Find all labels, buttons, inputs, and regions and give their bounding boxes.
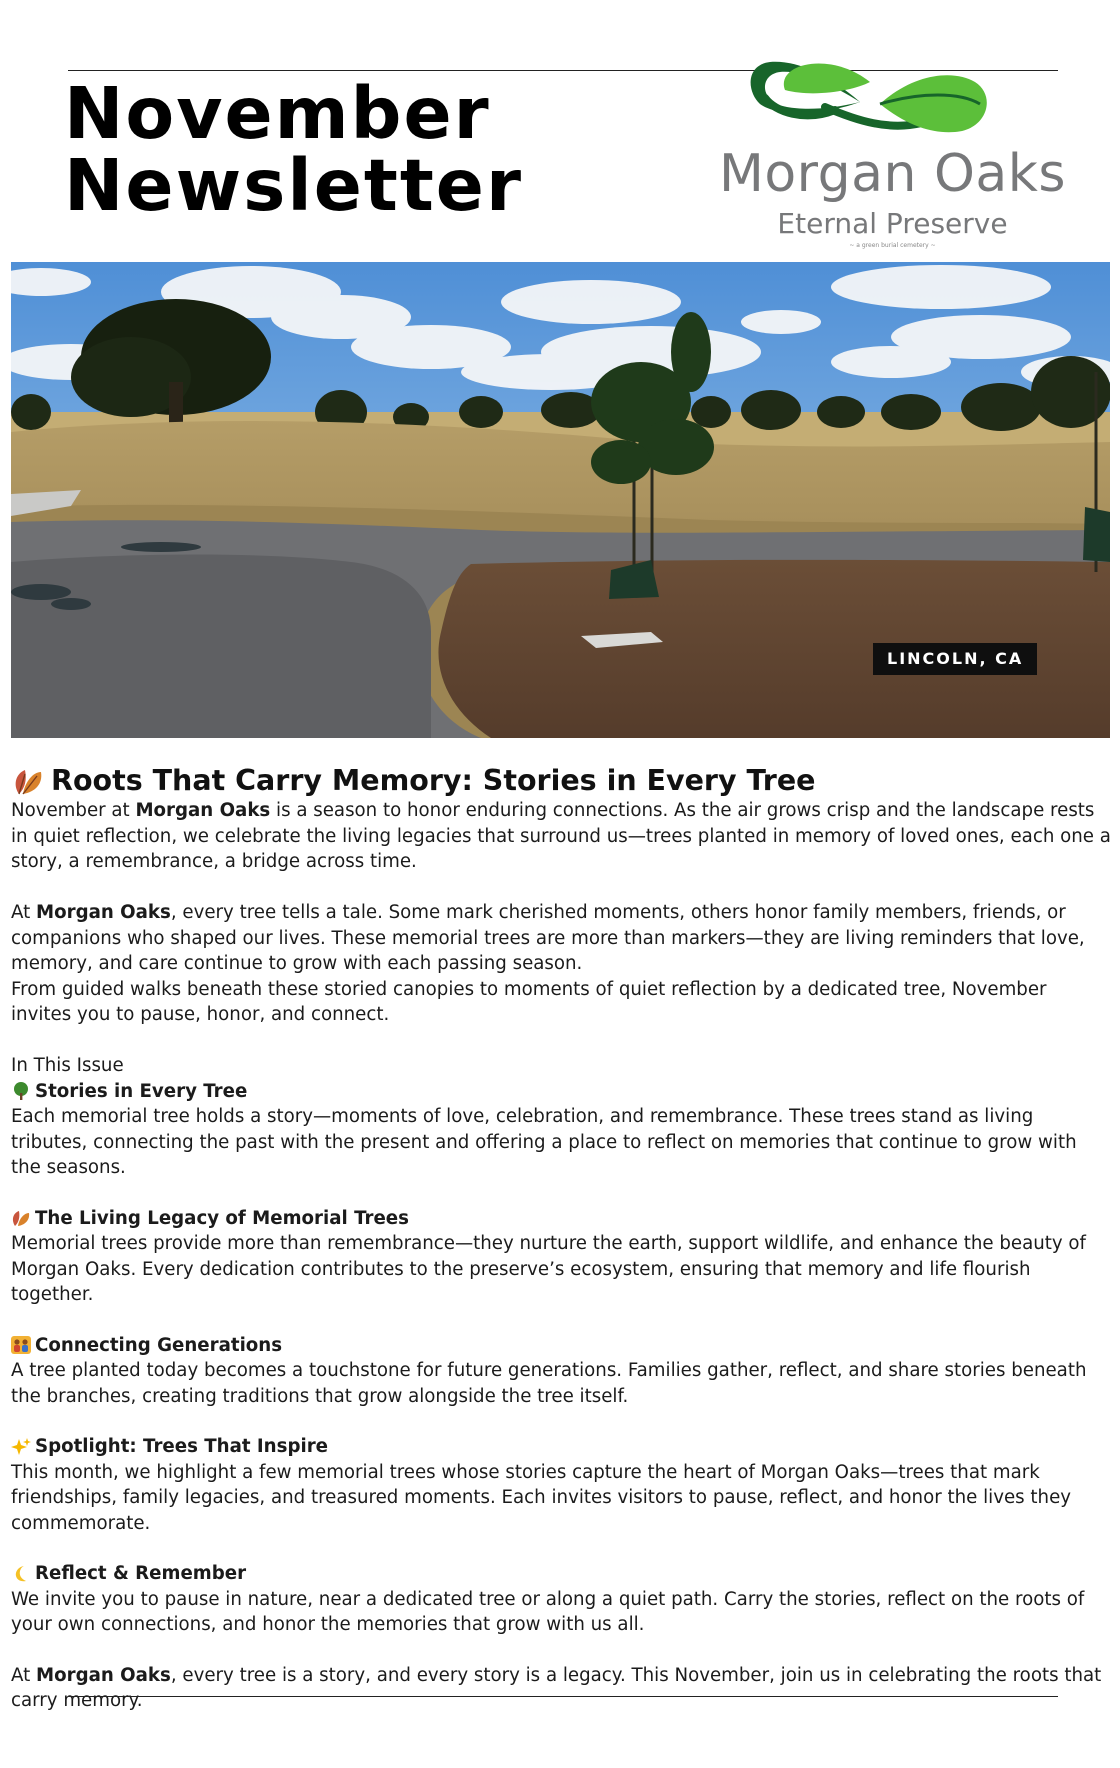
section-body: We invite you to pause in nature, near a dedicated tree or along a quiet path. Carry the stories, reflect on the roots of your own connections, and honor the memories that grow with us all. xyxy=(11,1588,1085,1635)
section-connecting-generations xyxy=(11,1333,1111,1410)
closing-paragraph xyxy=(11,1663,1111,1714)
logo-tagline: ~ a green burial cemetery ~ xyxy=(849,242,936,249)
bottom-rule xyxy=(68,1696,1058,1697)
crescent-moon-icon xyxy=(11,1564,31,1584)
infinity-leaf-logo-icon xyxy=(715,52,1070,152)
closing-pre: At xyxy=(11,1664,37,1686)
article-headline xyxy=(11,762,1111,800)
section-body: Each memorial tree holds a story—moments of love, celebration, and remembrance. These trees stand as living tributes, connecting the past with the present and offering a place to reflect on memories that continue to grow with the seasons. xyxy=(11,1106,1077,1178)
section-title: Spotlight: Trees That Inspire xyxy=(35,1436,328,1457)
section-living-legacy xyxy=(11,1206,1111,1308)
family-icon xyxy=(11,1335,31,1355)
intro-post: is a season to honor enduring connections. As the air grows crisp and the landscape rests in quiet reflection, we celebrate the living legacies that surround us—trees planted in memory of loved ones, each one a story, a remembrance, a bridge across time. xyxy=(11,800,1111,872)
autumn-leaves-icon xyxy=(11,764,45,798)
section-title: Reflect & Remember xyxy=(35,1563,247,1584)
location-badge: LINCOLN, CA xyxy=(873,643,1037,675)
paragraph-2 xyxy=(11,900,1111,977)
title-line-1: November xyxy=(64,72,491,155)
intro-bold: Morgan Oaks xyxy=(135,800,271,821)
morgan-oaks-logo xyxy=(715,52,1070,257)
closing-post: , every tree is a story, and every story is a legacy. This November, join us in celebrating the roots that carry memory. xyxy=(11,1664,1102,1711)
landscape-photo xyxy=(11,262,1110,738)
section-body: A tree planted today becomes a touchstone for future generations. Families gather, reflect, and share stories beneath the branches, creating traditions that grow alongside the tree itself. xyxy=(11,1360,1087,1407)
section-spotlight xyxy=(11,1434,1111,1536)
deciduous-tree-icon xyxy=(11,1081,31,1101)
closing-bold: Morgan Oaks xyxy=(36,1664,171,1686)
para2-bold: Morgan Oaks xyxy=(36,902,171,923)
article xyxy=(11,762,1111,1714)
page-title xyxy=(64,72,523,227)
in-this-issue-label: In This Issue xyxy=(11,1055,124,1076)
headline-text: Roots That Carry Memory: Stories in Every Tree xyxy=(51,764,816,797)
section-reflect xyxy=(11,1561,1111,1638)
logo-subtitle: Eternal Preserve xyxy=(777,207,1008,240)
title-line-2: Newsletter xyxy=(64,144,523,227)
para2-post: , every tree tells a tale. Some mark cherished moments, others honor family members, friends, or companions who shaped our lives. These memorial trees are more than markers—they are living reminders that love, memory, and care continue to grow with each passing season. xyxy=(11,902,1085,974)
intro-pre: November at xyxy=(11,800,136,821)
section-body: Memorial trees provide more than remembrance—they nurture the earth, support wildlife, and enhance the beauty of Morgan Oaks. Every dedication contributes to the preserve’s ecosystem, ensuring that memory and life flourish together. xyxy=(11,1233,1086,1305)
section-body: This month, we highlight a few memorial trees whose stories capture the heart of Morgan Oaks—trees that mark friendships, family legacies, and treasured moments. Each invites visitors to pause, reflect, and honor the lives they commemorate. xyxy=(11,1461,1072,1534)
para2-pre: At xyxy=(11,902,37,923)
logo-name: Morgan Oaks xyxy=(718,144,1066,204)
sparkles-icon xyxy=(11,1437,31,1457)
paragraph-3: From guided walks beneath these storied canopies to moments of quiet reflection by a dedicated tree, November invites you to pause, honor, and connect. xyxy=(11,978,1047,1025)
autumn-leaves-icon xyxy=(11,1208,31,1228)
section-title: The Living Legacy of Memorial Trees xyxy=(35,1207,409,1229)
section-title: Stories in Every Tree xyxy=(35,1080,248,1102)
intro-paragraph xyxy=(11,798,1111,875)
section-title: Connecting Generations xyxy=(35,1334,283,1356)
section-stories xyxy=(11,1079,1111,1181)
